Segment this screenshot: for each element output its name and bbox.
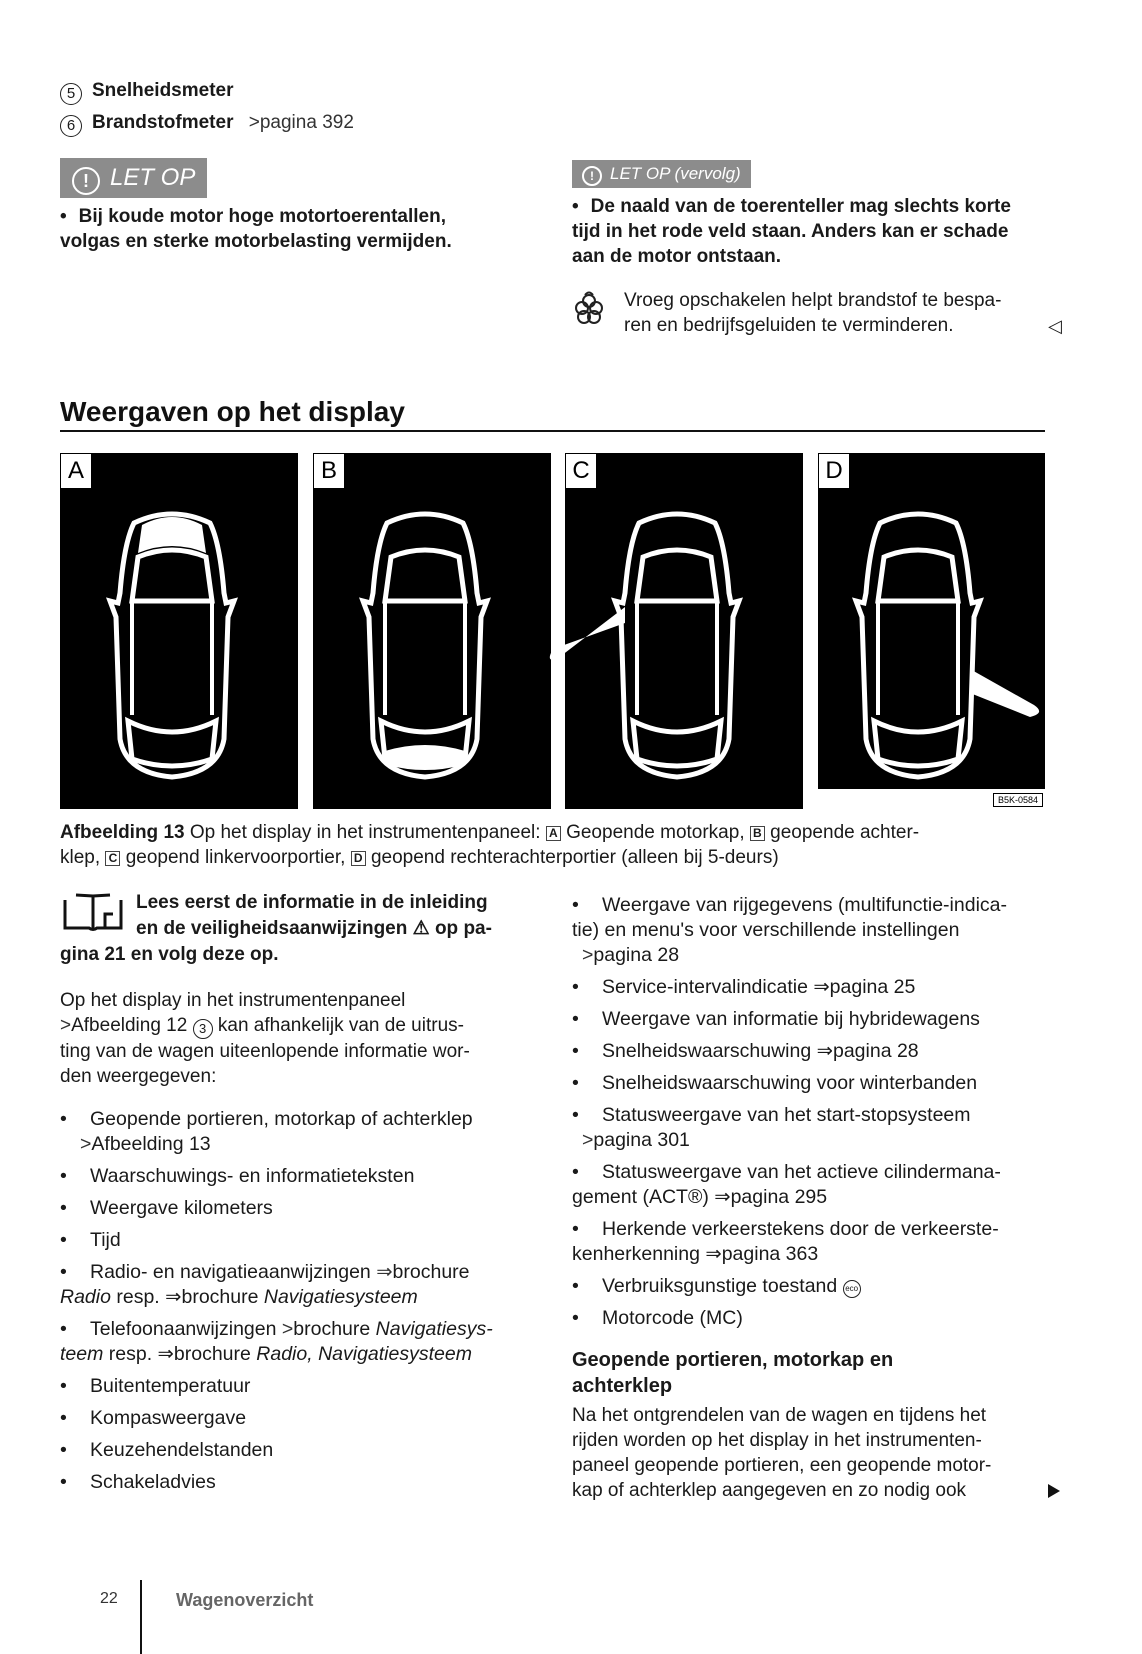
paragraph-line: paneel geopende portieren, een geopende motor- bbox=[572, 1455, 992, 1476]
display-panel bbox=[60, 453, 298, 809]
list-item: • Weergave van rijgegevens (multifunctie-indica- tie) en menu's voor verschillende instellingen >pagina 28 bbox=[572, 894, 1007, 966]
warning-icon: ! bbox=[72, 167, 100, 195]
warning-text: • De naald van de toerenteller mag slechts korte tijd in het rode veld staan. Anders kan er schade aan de motor ontstaan. bbox=[572, 196, 1011, 267]
warning-box-left bbox=[60, 158, 500, 254]
warning-icon: ! bbox=[582, 166, 602, 186]
warning-text: • Bij koude motor hoge motortoerentallen, volgas en sterke motorbelasting vermijden. bbox=[60, 206, 452, 252]
item-label: Brandstofmeter bbox=[92, 112, 234, 133]
panel-separator bbox=[298, 453, 313, 809]
intro-paragraph-line: ting van de wagen uiteenlopende informatie wor- bbox=[60, 1041, 470, 1062]
warning-box-right bbox=[572, 160, 1042, 269]
list-item: • Weergave kilometers bbox=[60, 1197, 273, 1219]
eco-note bbox=[572, 288, 1062, 338]
list-item: • Statusweergave van het actieve cilindermana- gement (ACT®) ⇒pagina 295 bbox=[572, 1161, 1001, 1208]
subsection-open-doors bbox=[572, 1347, 1052, 1503]
warning-triangle-icon: ⚠ bbox=[412, 918, 430, 939]
paragraph-line: Na het ontgrendelen van de wagen en tijdens het bbox=[572, 1405, 987, 1426]
end-marker: ◁ bbox=[1048, 316, 1062, 336]
section-title: Weergaven op het display bbox=[60, 396, 405, 427]
circled-number: 6 bbox=[60, 115, 82, 137]
page-reference: >pagina 392 bbox=[248, 112, 354, 133]
subsection-title: Geopende portieren, motorkap en bbox=[572, 1349, 894, 1371]
section-divider bbox=[60, 430, 1045, 432]
eco-icon: eco bbox=[843, 1280, 861, 1298]
list-item: • Geopende portieren, motorkap of achterklep >Afbeelding 13 bbox=[60, 1108, 473, 1155]
right-info-list bbox=[572, 893, 1052, 1338]
warning-header bbox=[572, 160, 751, 188]
key-c: C bbox=[105, 851, 120, 866]
chapter-name: Wagenoverzicht bbox=[176, 1590, 314, 1610]
key-a: A bbox=[546, 826, 561, 841]
list-item: • Tijd bbox=[60, 1229, 121, 1251]
item-brandstofmeter bbox=[60, 110, 354, 137]
list-item: • Snelheidswaarschuwing voor winterbanden bbox=[572, 1072, 978, 1094]
circled-number-3: 3 bbox=[193, 1019, 213, 1039]
intro-bold-line: en de veiligheidsaanwijzingen ⚠ op pa- bbox=[136, 918, 492, 939]
circled-number: 5 bbox=[60, 83, 82, 105]
panel-label-b: B bbox=[313, 453, 345, 489]
paragraph-line: kap of achterklep aangegeven en zo nodig ook bbox=[572, 1480, 967, 1501]
footer-divider bbox=[140, 1580, 142, 1654]
eco-note-line: ren en bedrijfsgeluiden te verminderen. bbox=[624, 315, 954, 336]
item-label: Snelheidsmeter bbox=[92, 80, 234, 101]
panel-label-d: D bbox=[818, 453, 850, 489]
intro-bold-line: Lees eerst de informatie in de inleiding bbox=[136, 892, 488, 913]
list-item: • Statusweergave van het start-stopsysteem >pagina 301 bbox=[572, 1104, 971, 1151]
panel-separator bbox=[551, 453, 565, 809]
panel-label-c: C bbox=[565, 453, 597, 489]
intro-paragraph-line: Op het display in het instrumentenpaneel bbox=[60, 990, 406, 1011]
figure-code: B5K-0584 bbox=[993, 793, 1043, 807]
item-snelheidsmeter bbox=[60, 78, 234, 105]
list-item: • Telefoonaanwijzingen >brochure Navigatiesys- teem resp. ⇒brochure Radio, Navigatiesysteem bbox=[60, 1318, 493, 1365]
figure-caption: Afbeelding 13 Op het display in het instrumentenpaneel: A Geopende motorkap, B geopende achter- klep, C geopend linkervoorportier, D geopend rechterachterportier (alleen bij 5-deurs) bbox=[60, 822, 920, 868]
eco-note-line: Vroeg opschakelen helpt brandstof te bespa- bbox=[624, 290, 1002, 311]
intro-paragraph-line: >Afbeelding 12 3 kan afhankelijk van de uitrus- bbox=[60, 1013, 540, 1039]
warning-header bbox=[60, 158, 207, 198]
list-item: • Keuzehendelstanden bbox=[60, 1439, 274, 1461]
subsection-title: achterklep bbox=[572, 1375, 673, 1397]
list-item: • Waarschuwings- en informatieteksten bbox=[60, 1165, 415, 1187]
intro-paragraph-line: den weergegeven: bbox=[60, 1066, 217, 1087]
key-b: B bbox=[750, 826, 765, 841]
list-item: • Motorcode (MC) bbox=[572, 1307, 743, 1329]
eco-tip-icon bbox=[572, 290, 606, 328]
warning-title: LET OP (vervolg) bbox=[610, 164, 741, 183]
figure-display-panels bbox=[60, 453, 1045, 809]
panel-separator bbox=[803, 453, 818, 809]
warning-title: LET OP bbox=[110, 164, 196, 191]
book-icon bbox=[62, 892, 124, 934]
left-info-list bbox=[60, 1107, 540, 1502]
list-item: • Verbruiksgunstige toestand eco bbox=[572, 1274, 1052, 1299]
caption-label: Afbeelding 13 bbox=[60, 822, 185, 843]
list-item: • Kompasweergave bbox=[60, 1407, 247, 1429]
list-item: • Service-intervalindicatie ⇒pagina 25 bbox=[572, 976, 916, 998]
open-trunk-indicator bbox=[385, 745, 465, 770]
list-item: • Herkende verkeerstekens door de verkeerste- kenherkenning ⇒pagina 363 bbox=[572, 1218, 999, 1265]
list-item: • Radio- en navigatieaanwijzingen ⇒brochure Radio resp. ⇒brochure Navigatiesysteem bbox=[60, 1261, 470, 1308]
list-item: • Snelheidswaarschuwing ⇒pagina 28 bbox=[572, 1040, 919, 1062]
list-item: • Weergave van informatie bij hybridewagens bbox=[572, 1008, 980, 1030]
page-number: 22 bbox=[100, 1590, 118, 1607]
key-d: D bbox=[351, 851, 366, 866]
paragraph-line: rijden worden op het display in het instrumenten- bbox=[572, 1430, 982, 1451]
list-item: • Buitentemperatuur bbox=[60, 1375, 251, 1397]
panel-label-a: A bbox=[60, 453, 92, 489]
display-panel bbox=[818, 453, 1045, 809]
continue-arrow-icon bbox=[1048, 1484, 1060, 1498]
intro-block bbox=[60, 890, 540, 1089]
intro-bold-line: gina 21 en volg deze op. bbox=[60, 944, 279, 965]
figure-svg bbox=[60, 453, 1045, 809]
list-item: • Schakeladvies bbox=[60, 1471, 216, 1493]
